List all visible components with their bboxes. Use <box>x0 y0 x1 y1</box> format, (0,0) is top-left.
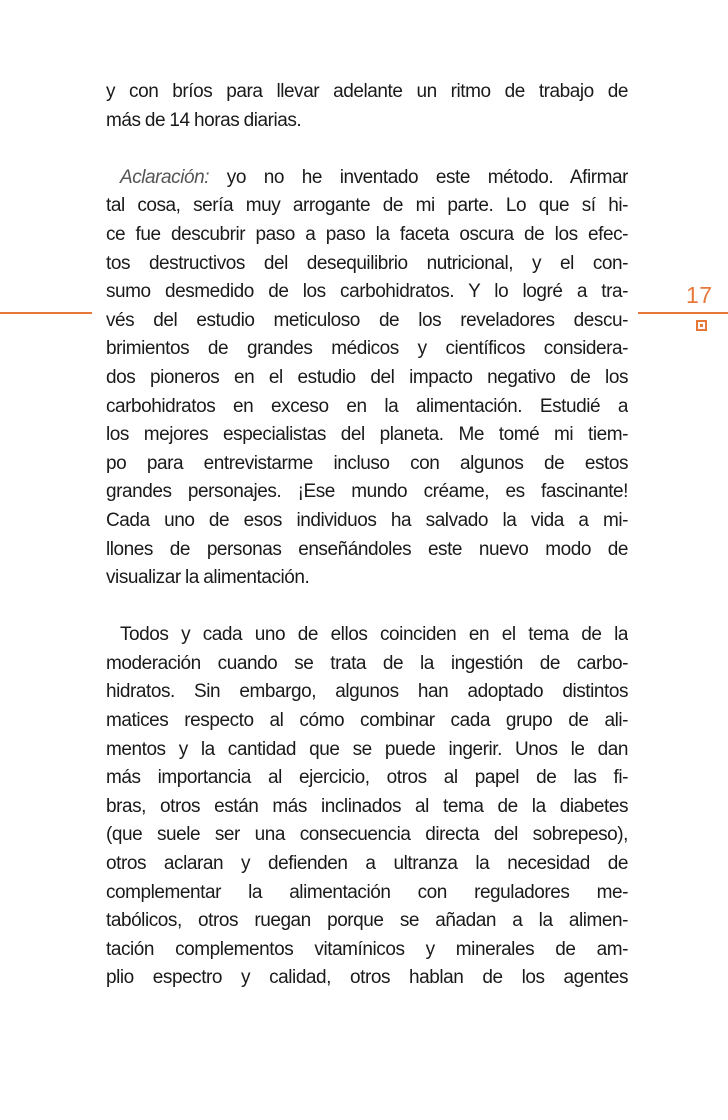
paragraph-line: Todos y cada uno de ellos coinciden en el tema de la <box>120 624 628 646</box>
page-number-rule-right <box>638 312 728 314</box>
paragraph-line: Cada uno de esos individuos ha salvado la vida a mi- <box>106 509 628 531</box>
paragraph-line-rest: yo no he inventado este método. Afirmar <box>209 166 628 188</box>
paragraph-line: moderación cuando se trata de la ingestión de carbo- <box>106 652 628 674</box>
paragraph-line: tabólicos, otros ruegan porque se añadan a la alimen- <box>106 910 628 932</box>
paragraph-line: complementar la alimentación con reguladores me- <box>106 881 628 903</box>
paragraph-line: vés del estudio meticuloso de los reveladores descu- <box>106 309 628 331</box>
paragraph-line: tal cosa, sería muy arrogante de mi parte. Lo que sí hi- <box>106 195 628 217</box>
paragraph-line: mentos y la cantidad que se puede ingerir. Unos le dan <box>106 738 628 760</box>
paragraph-line: tos destructivos del desequilibrio nutricional, y el con- <box>106 252 628 274</box>
paragraph-line: los mejores especialistas del planeta. Me tomé mi tiem- <box>106 424 628 446</box>
paragraph-line <box>106 164 628 193</box>
page-number-rule-left <box>0 312 92 314</box>
paragraph-gap <box>106 135 628 164</box>
paragraph-line: dos pioneros en el estudio del impacto negativo de los <box>106 366 628 388</box>
paragraph-line: sumo desmedido de los carbohidratos. Y lo logré a tra- <box>106 281 628 303</box>
paragraph-line: hidratos. Sin embargo, algunos han adoptado distintos <box>106 681 628 703</box>
paragraph-line: po para entrevistarme incluso con algunos de estos <box>106 452 628 474</box>
paragraph-line: visualizar la alimentación. <box>106 567 310 589</box>
paragraph-line: grandes personajes. ¡Ese mundo créame, es fascinante! <box>106 481 628 503</box>
paragraph-gap <box>106 593 628 622</box>
paragraph-line: ce fue descubrir paso a paso la faceta oscura de los efec- <box>106 223 628 245</box>
aclaracion-label: Aclaración: <box>120 166 210 188</box>
paragraph-line: matices respecto al cómo combinar cada grupo de ali- <box>106 710 628 732</box>
page-number: 17 <box>686 282 713 308</box>
body-text <box>106 78 628 993</box>
paragraph-line: plio espectro y calidad, otros hablan de los agentes <box>106 967 628 989</box>
paragraph-line: más de 14 horas diarias. <box>106 109 302 131</box>
page-ornament-icon <box>696 320 707 331</box>
paragraph-line: (que suele ser una consecuencia directa del sobrepeso), <box>106 824 628 846</box>
paragraph-line: brimientos de grandes médicos y científicos considera- <box>106 338 628 360</box>
paragraph-line: otros aclaran y defienden a ultranza la necesidad de <box>106 853 628 875</box>
paragraph-line: bras, otros están más inclinados al tema de la diabetes <box>106 795 628 817</box>
paragraph-line: y con bríos para llevar adelante un ritmo de trabajo de <box>106 81 628 102</box>
paragraph-line: tación complementos vitamínicos y minerales de am- <box>106 938 628 960</box>
paragraph-line: llones de personas enseñándoles este nuevo modo de <box>106 538 628 560</box>
paragraph-line: más importancia al ejercicio, otros al papel de las fi- <box>106 767 628 789</box>
paragraph-line: carbohidratos en exceso en la alimentación. Estudié a <box>106 395 628 417</box>
